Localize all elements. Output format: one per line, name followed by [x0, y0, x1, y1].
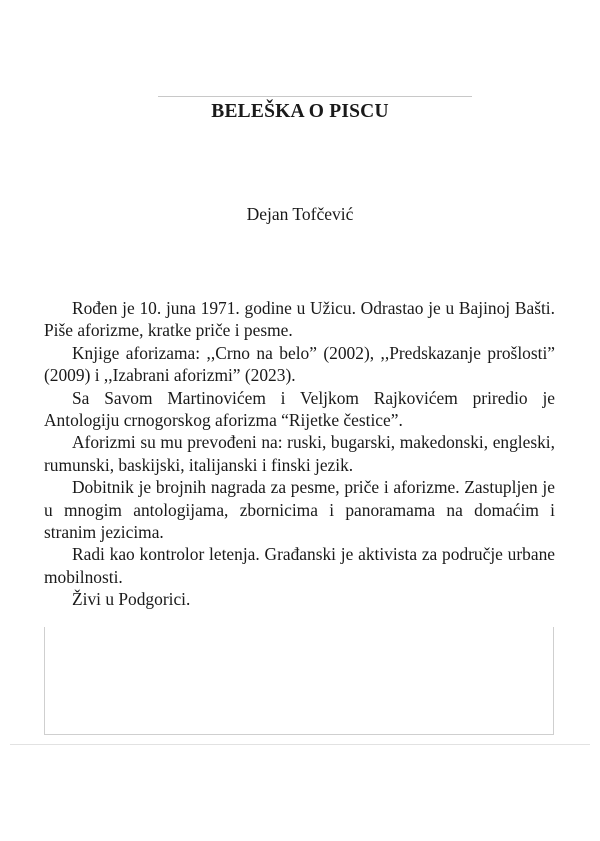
paragraph-awards: Dobitnik je brojnih nagrada za pesme, priče i aforizme. Zastupljen je u mnogim antologijama, zbornicima i panoramama na domaćim i stranim jezicima. [44, 477, 555, 543]
paragraph-anthology: Sa Savom Martinovićem i Veljkom Rajkovićem priredio je Antologiju crnogorskog aforizma “Rijetke čestice”. [44, 387, 555, 431]
paragraph-birth: Rođen je 10. juna 1971. godine u Užicu. Odrastao je u Bajinoj Bašti. Piše aforizme, kratke priče i pesme. [44, 298, 555, 341]
top-rule [158, 96, 472, 97]
author-name: Dejan Tofčević [246, 204, 354, 224]
paragraph-residence: Živi u Podgorici. [72, 589, 191, 610]
paragraph-books: Knjige aforizama: ,,Crno na belo” (2002), ,,Predskazanje prošlosti” (2009) i ,,Izabrani aforizmi” (2023). [44, 342, 555, 386]
frame-box [44, 627, 554, 735]
biography-text [44, 297, 555, 611]
page-title: BELEŠKA O PISCU [211, 101, 389, 122]
bottom-rule [10, 744, 590, 745]
paragraph-occupation: Radi kao kontrolor letenja. Građanski je aktivista za područje urbane mobilnosti. [44, 544, 555, 587]
paragraph-translations: Aforizmi su mu prevođeni na: ruski, bugarski, makedonski, engleski, rumunski, baskijski, italijanski i finski jezik. [44, 432, 555, 475]
